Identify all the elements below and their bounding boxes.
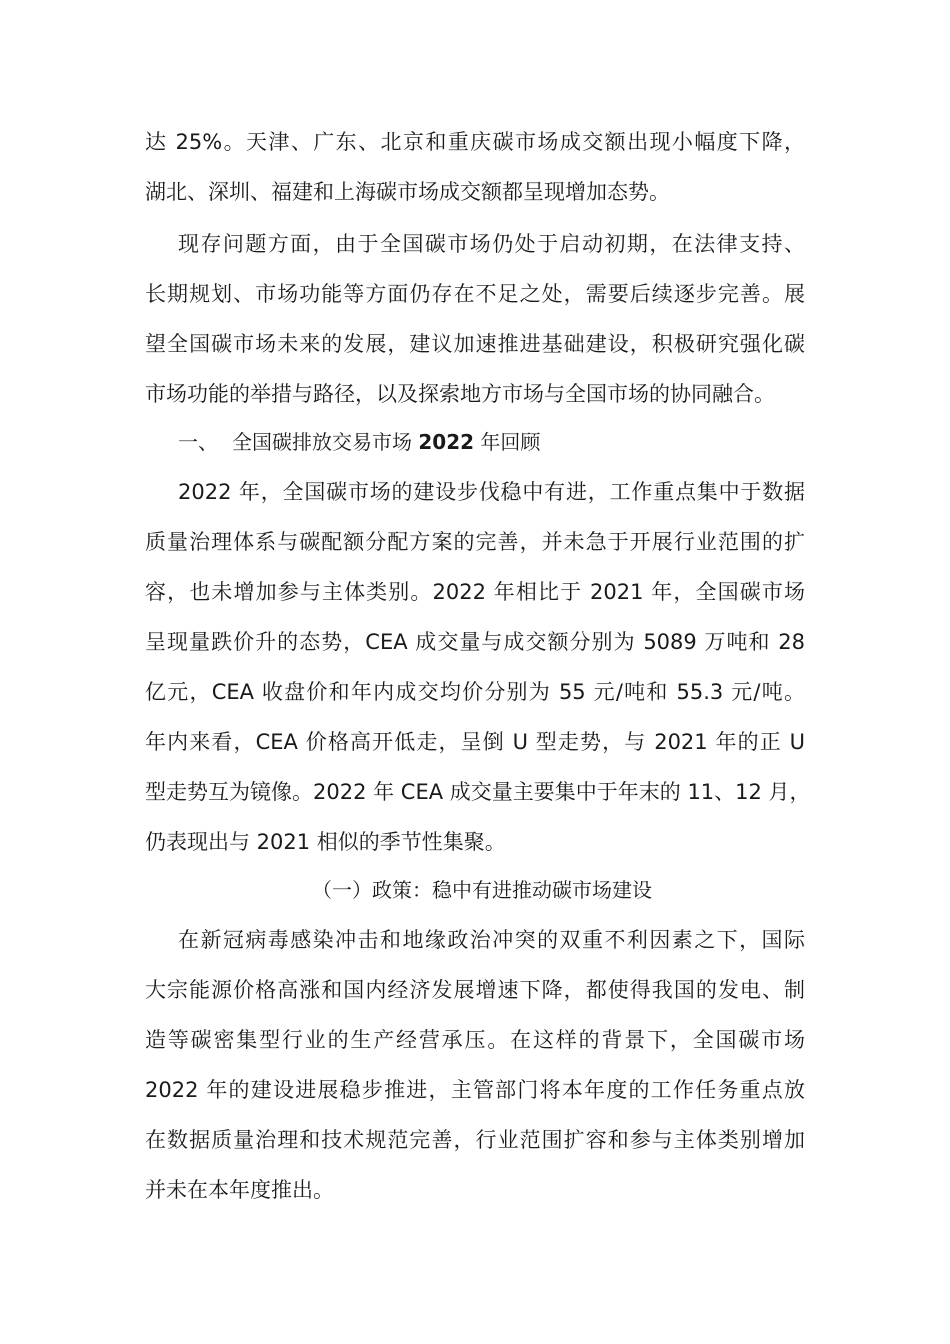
paragraph-line: 市场功能的举措与路径，以及探索地方市场与全国市场的协同融合。 xyxy=(145,382,775,406)
paragraph-line: 年内来看，CEA 价格高开低走，呈倒 U 型走势，与 2021 年的正 U xyxy=(145,730,805,754)
paragraph-line: 仍表现出与 2021 相似的季节性集聚。 xyxy=(145,830,506,854)
paragraph-line: 呈现量跌价升的态势，CEA 成交量与成交额分别为 5089 万吨和 28 xyxy=(145,630,805,654)
subsection-heading: （一）政策：稳中有进推动碳市场建设 xyxy=(312,878,652,902)
paragraph-line: 并未在本年度推出。 xyxy=(145,1178,334,1202)
paragraph-line: 在数据质量治理和技术规范完善，行业范围扩容和参与主体类别增加 xyxy=(145,1128,805,1152)
paragraph-line: 长期规划、市场功能等方面仍存在不足之处，需要后续逐步完善。展 xyxy=(145,282,805,306)
paragraph-line: 容，也未增加参与主体类别。2022 年相比于 2021 年，全国碳市场 xyxy=(145,580,805,604)
section-title-part: 全国碳排放交易市场 xyxy=(232,430,419,454)
paragraph-line: 2022 年，全国碳市场的建设步伐稳中有进，工作重点集中于数据 xyxy=(178,480,805,504)
paragraph-line: 现存问题方面，由于全国碳市场仍处于启动初期，在法律支持、 xyxy=(178,232,805,256)
paragraph-line: 型走势互为镜像。2022 年 CEA 成交量主要集中于年末的 11、12 月， xyxy=(145,780,811,804)
paragraph-line: 造等碳密集型行业的生产经营承压。在这样的背景下，全国碳市场 xyxy=(145,1028,805,1052)
paragraph-line: 望全国碳市场未来的发展，建议加速推进基础建设，积极研究强化碳 xyxy=(145,332,805,356)
paragraph-line: 达 25%。天津、广东、北京和重庆碳市场成交额出现小幅度下降， xyxy=(145,130,805,154)
paragraph-line: 亿元，CEA 收盘价和年内成交均价分别为 55 元/吨和 55.3 元/吨。 xyxy=(145,680,805,704)
paragraph-line: 2022 年的建设进展稳步推进，主管部门将本年度的工作任务重点放 xyxy=(145,1078,805,1102)
paragraph-line: 湖北、深圳、福建和上海碳市场成交额都呈现增加态势。 xyxy=(145,180,670,204)
section-title-year: 2022 xyxy=(418,430,475,454)
paragraph-line: 大宗能源价格高涨和国内经济发展增速下降，都使得我国的发电、制 xyxy=(145,978,805,1002)
section-heading xyxy=(178,428,540,456)
paragraph-line: 在新冠病毒感染冲击和地缘政治冲突的双重不利因素之下，国际 xyxy=(178,928,805,952)
paragraph-line: 质量治理体系与碳配额分配方案的完善，并未急于开展行业范围的扩 xyxy=(145,530,805,554)
section-title-part: 年回顾 xyxy=(474,430,541,454)
section-number: 一、 xyxy=(178,430,218,454)
